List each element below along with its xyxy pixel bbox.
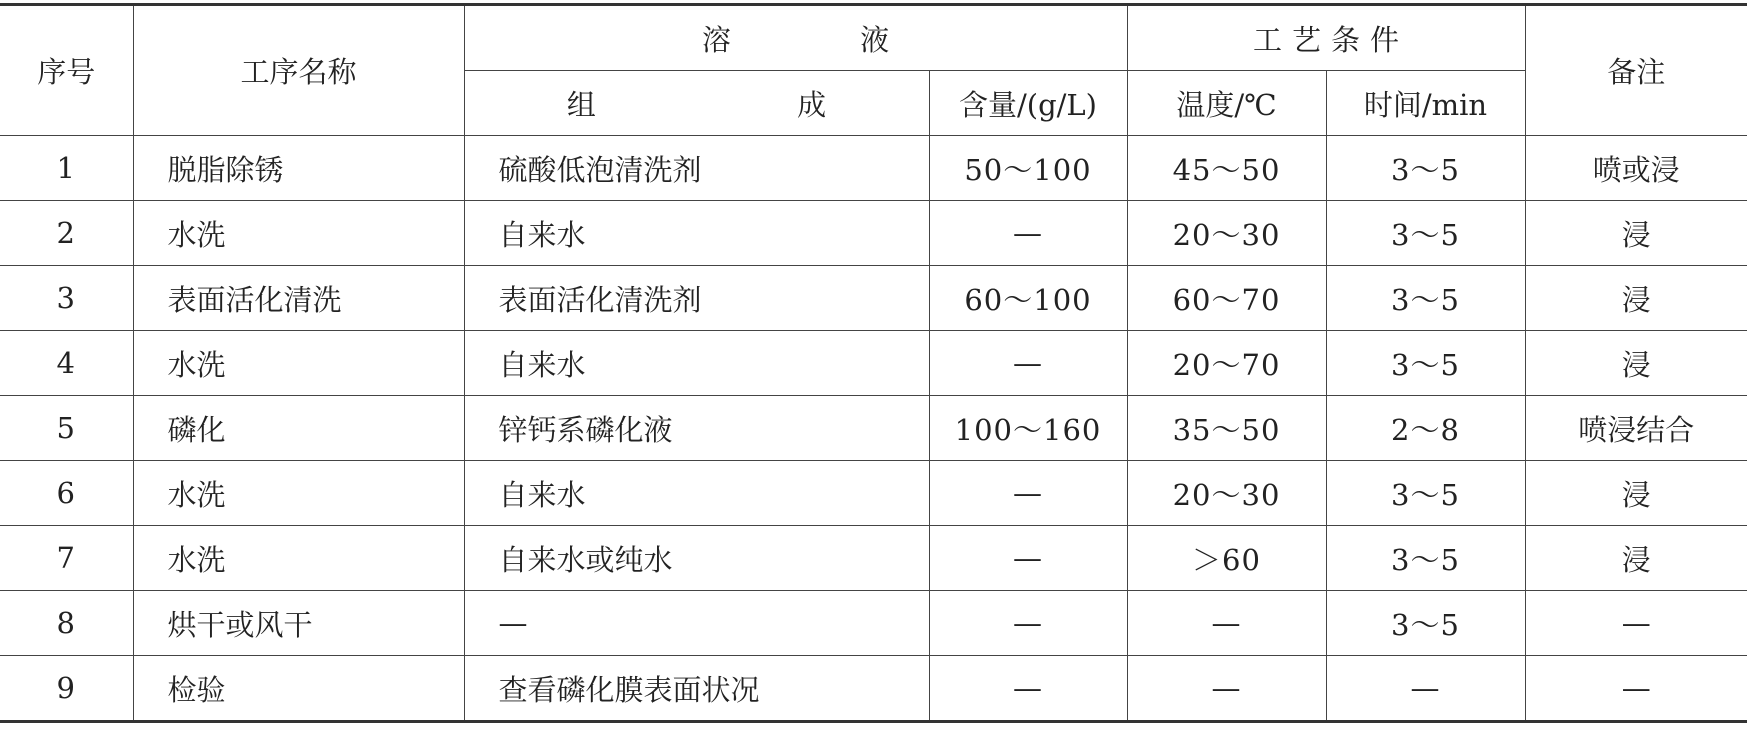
header-conditions — [1127, 5, 1525, 71]
cell-time: 3～5 — [1326, 526, 1525, 591]
cell-temperature: — — [1127, 591, 1326, 656]
cell-composition: 查看磷化膜表面状况 — [464, 656, 929, 722]
cell-content: — — [929, 656, 1127, 722]
cell-content: — — [929, 591, 1127, 656]
cell-temperature: 20～30 — [1127, 461, 1326, 526]
cell-seq: 5 — [0, 396, 133, 461]
cell-seq: 3 — [0, 266, 133, 331]
cell-content: 100～160 — [929, 396, 1127, 461]
table-body — [0, 136, 1747, 722]
cell-process-name: 烘干或风干 — [133, 591, 464, 656]
header-solution-text: 溶 液 — [701, 22, 950, 57]
header-solution — [464, 5, 1127, 71]
header-time: 时间/min — [1326, 71, 1525, 136]
table-row — [0, 591, 1747, 656]
cell-process-name: 水洗 — [133, 331, 464, 396]
cell-process-name: 水洗 — [133, 526, 464, 591]
header-conditions-text: 工艺条件 — [1253, 22, 1410, 57]
cell-process-name: 水洗 — [133, 461, 464, 526]
cell-process-name: 检验 — [133, 656, 464, 722]
cell-composition: — — [464, 591, 929, 656]
cell-temperature: 60～70 — [1127, 266, 1326, 331]
cell-time: 3～5 — [1326, 331, 1525, 396]
table-row — [0, 266, 1747, 331]
cell-temperature: 35～50 — [1127, 396, 1326, 461]
cell-content: — — [929, 461, 1127, 526]
header-row-top — [0, 5, 1747, 71]
header-remark: 备注 — [1525, 5, 1747, 136]
table-row — [0, 331, 1747, 396]
cell-seq: 9 — [0, 656, 133, 722]
cell-time: 3～5 — [1326, 461, 1525, 526]
table-row — [0, 656, 1747, 722]
table-row — [0, 526, 1747, 591]
cell-content: — — [929, 201, 1127, 266]
cell-seq: 4 — [0, 331, 133, 396]
cell-process-name: 脱脂除锈 — [133, 136, 464, 201]
header-composition-text: 组 成 — [566, 87, 923, 122]
header-seq: 序号 — [0, 5, 133, 136]
cell-content: — — [929, 526, 1127, 591]
cell-seq: 8 — [0, 591, 133, 656]
table-row — [0, 201, 1747, 266]
cell-remark: — — [1525, 656, 1747, 722]
cell-content: 60～100 — [929, 266, 1127, 331]
table-header — [0, 5, 1747, 136]
cell-seq: 1 — [0, 136, 133, 201]
cell-temperature: — — [1127, 656, 1326, 722]
cell-remark: 浸 — [1525, 461, 1747, 526]
cell-composition: 自来水 — [464, 461, 929, 526]
cell-temperature: ＞60 — [1127, 526, 1326, 591]
cell-remark: 浸 — [1525, 201, 1747, 266]
cell-seq: 7 — [0, 526, 133, 591]
cell-content: 50～100 — [929, 136, 1127, 201]
cell-temperature: 20～70 — [1127, 331, 1326, 396]
cell-time: 3～5 — [1326, 201, 1525, 266]
phosphating-process-table — [0, 3, 1747, 723]
cell-composition: 自来水 — [464, 331, 929, 396]
cell-composition: 锌钙系磷化液 — [464, 396, 929, 461]
cell-process-name: 水洗 — [133, 201, 464, 266]
cell-remark: 浸 — [1525, 526, 1747, 591]
cell-seq: 2 — [0, 201, 133, 266]
cell-composition: 自来水 — [464, 201, 929, 266]
cell-temperature: 20～30 — [1127, 201, 1326, 266]
table-row — [0, 396, 1747, 461]
cell-composition: 自来水或纯水 — [464, 526, 929, 591]
header-process-name: 工序名称 — [133, 5, 464, 136]
cell-composition: 硫酸低泡清洗剂 — [464, 136, 929, 201]
header-composition — [464, 71, 929, 136]
cell-time: 2～8 — [1326, 396, 1525, 461]
cell-seq: 6 — [0, 461, 133, 526]
cell-remark: 浸 — [1525, 266, 1747, 331]
cell-time: — — [1326, 656, 1525, 722]
cell-process-name: 磷化 — [133, 396, 464, 461]
cell-composition: 表面活化清洗剂 — [464, 266, 929, 331]
cell-temperature: 45～50 — [1127, 136, 1326, 201]
cell-remark: — — [1525, 591, 1747, 656]
cell-content: — — [929, 331, 1127, 396]
cell-time: 3～5 — [1326, 591, 1525, 656]
cell-time: 3～5 — [1326, 136, 1525, 201]
cell-remark: 喷或浸 — [1525, 136, 1747, 201]
cell-remark: 浸 — [1525, 331, 1747, 396]
header-temperature: 温度/℃ — [1127, 71, 1326, 136]
cell-process-name: 表面活化清洗 — [133, 266, 464, 331]
header-content: 含量/(g/L) — [929, 71, 1127, 136]
table-row — [0, 461, 1747, 526]
table-row — [0, 136, 1747, 201]
cell-time: 3～5 — [1326, 266, 1525, 331]
cell-remark: 喷浸结合 — [1525, 396, 1747, 461]
